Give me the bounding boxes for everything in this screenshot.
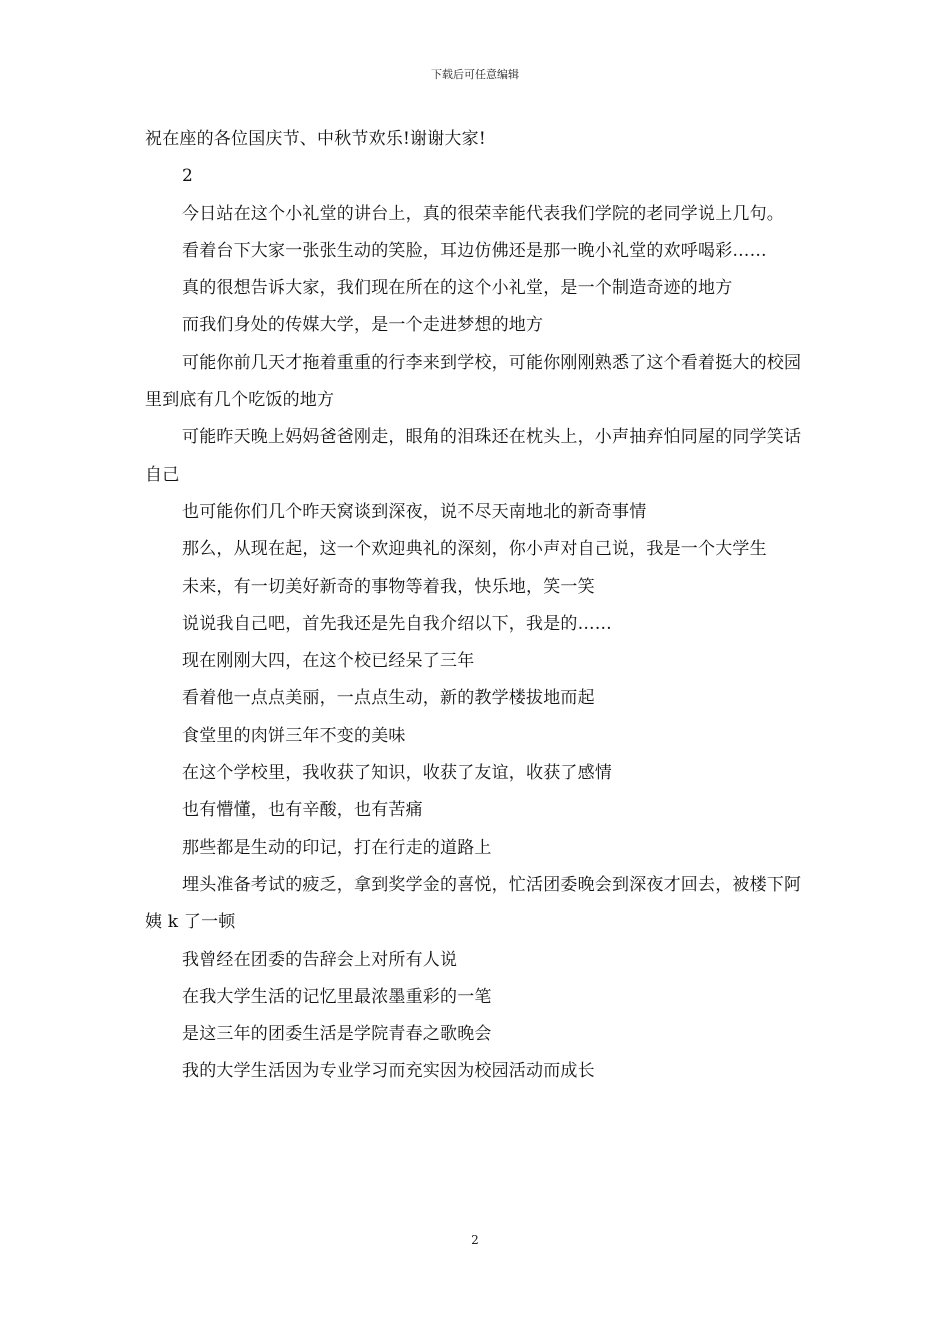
paragraph: 埋头准备考试的疲乏，拿到奖学金的喜悦，忙活团委晚会到深夜才回去，被楼下阿姨 k 了一顿 [145,874,802,933]
paragraph: 也有懵懂，也有辛酸，也有苦痛 [182,800,423,821]
paragraph: 看着他一点点美丽，一点点生动，新的教学楼拔地而起 [182,688,595,709]
paragraph: 那些都是生动的印记，打在行走的道路上 [182,837,492,858]
page-header: 下载后可任意编辑 [431,68,519,81]
paragraph: 在我大学生活的记忆里最浓墨重彩的一笔 [182,986,492,1007]
paragraph: 现在刚刚大四，在这个校已经呆了三年 [182,651,475,672]
paragraph: 2 [182,166,194,187]
page-number: 2 [471,1233,479,1247]
paragraph: 祝在座的各位国庆节、中秋节欢乐!谢谢大家! [145,129,486,149]
paragraph: 未来，有一切美好新奇的事物等着我，快乐地，笑一笑 [182,576,595,597]
paragraph: 可能你前几天才拖着重重的行李来到学校，可能你刚刚熟悉了这个看着挺大的校园里到底有几个吃饭的地方 [145,352,802,411]
paragraph: 在这个学校里，我收获了知识，收获了友谊，收获了感情 [182,763,612,784]
paragraph: 而我们身处的传媒大学，是一个走进梦想的地方 [182,315,544,336]
paragraph: 也可能你们几个昨天窝谈到深夜，说不尽天南地北的新奇事情 [182,501,647,522]
paragraph: 那么，从现在起，这一个欢迎典礼的深刻，你小声对自己说，我是一个大学生 [182,539,767,560]
document-body [145,121,815,1091]
paragraph: 可能昨天晚上妈妈爸爸刚走，眼角的泪珠还在枕头上，小声抽弃怕同屋的同学笑话自己 [145,427,802,485]
paragraph: 食堂里的肉饼三年不变的美味 [182,725,406,746]
paragraph: 今日站在这个小礼堂的讲台上，真的很荣幸能代表我们学院的老同学说上几句。 [182,203,784,224]
paragraph: 我的大学生活因为专业学习而充实因为校园活动而成长 [182,1061,595,1082]
paragraph: 看着台下大家一张张生动的笑脸，耳边仿佛还是那一晚小礼堂的欢呼喝彩…… [182,240,767,261]
paragraph: 是这三年的团委生活是学院青春之歌晚会 [182,1024,492,1045]
paragraph: 真的很想告诉大家，我们现在所在的这个小礼堂，是一个制造奇迹的地方 [182,278,733,299]
paragraph: 说说我自己吧，首先我还是先自我介绍以下，我是的…… [182,613,612,634]
paragraph: 我曾经在团委的告辞会上对所有人说 [182,949,458,970]
